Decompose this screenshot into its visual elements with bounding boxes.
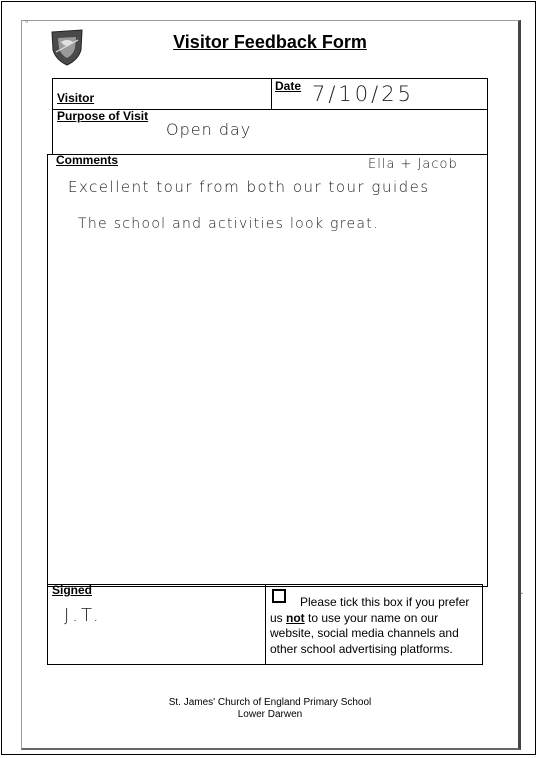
school-crest-logo (50, 28, 84, 66)
footer-school-name: St. James' Church of England Primary School (168, 697, 372, 708)
visitor-label: Visitor (57, 91, 95, 105)
comments-label: Comments (56, 153, 119, 167)
comments-line-2: The school and activities look great. (78, 216, 379, 232)
consent-text-after: to use your name on our website, social media channels and other school advertising platforms. (270, 610, 459, 656)
consent-text-before: Please tick this box if you prefer us (270, 595, 470, 625)
consent-text-emphasis: not (286, 610, 305, 625)
comments-line-1: Excellent tour from both our tour guides (68, 178, 430, 196)
consent-text (270, 595, 482, 657)
purpose-label: Purpose of Visit (57, 109, 149, 123)
purpose-value: Open day (166, 120, 252, 139)
signature: J.T. (64, 605, 102, 626)
staple-mark: ▫ (25, 16, 29, 26)
signed-label: Signed (52, 583, 93, 597)
form-title: Visitor Feedback Form (173, 32, 367, 52)
footer-location: Lower Darwen (237, 709, 303, 720)
date-value: 7/10/25 (312, 82, 414, 106)
date-label: Date (275, 79, 302, 93)
comments-names: Ella + Jacob (368, 157, 458, 172)
school-footer (100, 697, 440, 721)
edge-mark-right: - (520, 588, 523, 598)
